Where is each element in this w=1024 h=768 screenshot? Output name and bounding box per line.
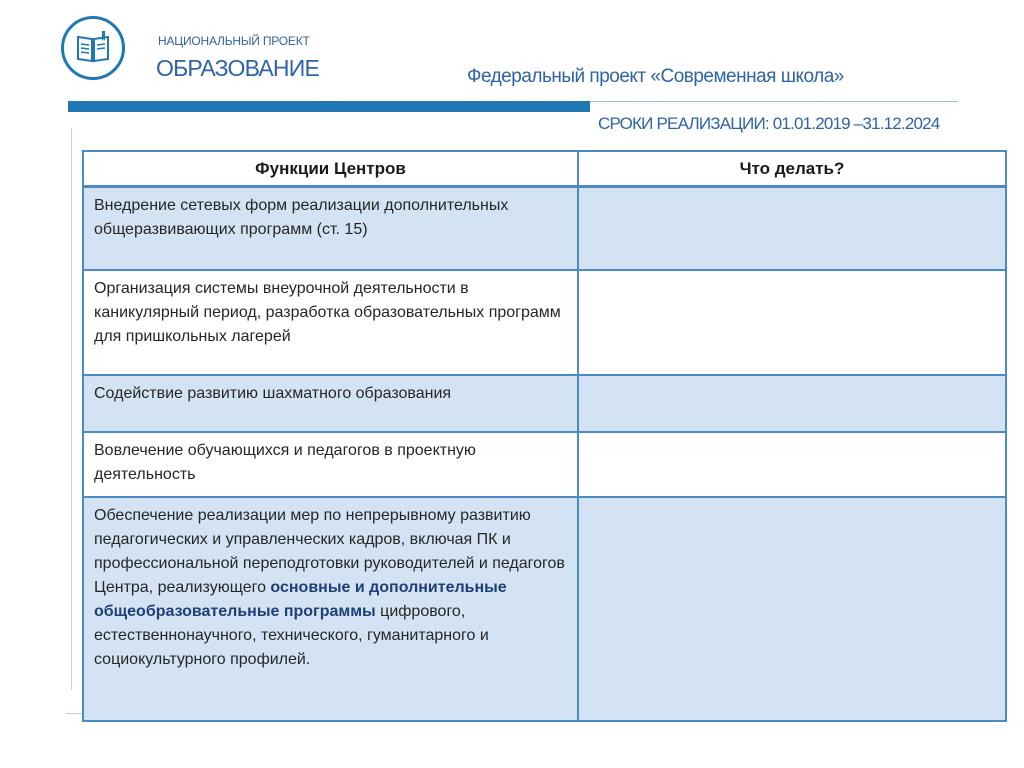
implementation-dates: СРОКИ РЕАЛИЗАЦИИ: 01.01.2019 –31.12.2024	[598, 114, 940, 133]
todo-cell	[578, 375, 1006, 432]
todo-cell	[578, 497, 1006, 722]
column-header-functions: Функции Центров	[83, 151, 578, 187]
todo-cell	[578, 187, 1006, 270]
function-cell: Внедрение сетевых форм реализации дополнительных общеразвивающих программ (ст. 15)	[83, 187, 578, 270]
table-row	[83, 270, 1006, 375]
function-text: Обеспечение реализации мер по непрерывному развитию педагогических и управленческих кадров, включая ПК и профессиональной переподготовки руководителей и педагогов Центра, реализующего	[94, 506, 565, 596]
function-text-end: цифрового, естественнонаучного, технического, гуманитарного и социокультурного профилей.	[94, 602, 489, 668]
federal-project-title: Федеральный проект «Современная школа»	[467, 66, 844, 87]
function-cell: Вовлечение обучающихся и педагогов в проектную деятельность	[83, 432, 578, 497]
table-row	[83, 432, 1006, 497]
table-row	[83, 187, 1006, 270]
book-icon	[74, 29, 112, 67]
functions-table	[82, 150, 1007, 722]
function-cell: Организация системы внеурочной деятельности в каникулярный период, разработка образовательных программ для пришкольных лагерей	[83, 270, 578, 375]
table-row	[83, 375, 1006, 432]
highlighted-programs-text: основные и дополнительные общеобразовательные программы	[94, 578, 507, 620]
header-dot	[319, 108, 322, 111]
todo-cell	[578, 270, 1006, 375]
table-header-row	[83, 151, 1006, 187]
column-header-todo: Что делать?	[578, 151, 1006, 187]
logo	[61, 16, 125, 80]
header-divider-bar	[68, 101, 590, 112]
function-cell	[83, 497, 578, 722]
function-cell: Содействие развитию шахматного образования	[83, 375, 578, 432]
national-project-title: ОБРАЗОВАНИЕ	[156, 55, 319, 81]
national-project-caption: НАЦИОНАЛЬНЫЙ ПРОЕКТ	[158, 34, 310, 48]
table-row	[83, 497, 1006, 722]
left-rule	[71, 128, 72, 690]
todo-cell	[578, 432, 1006, 497]
header-divider-line	[590, 101, 958, 102]
